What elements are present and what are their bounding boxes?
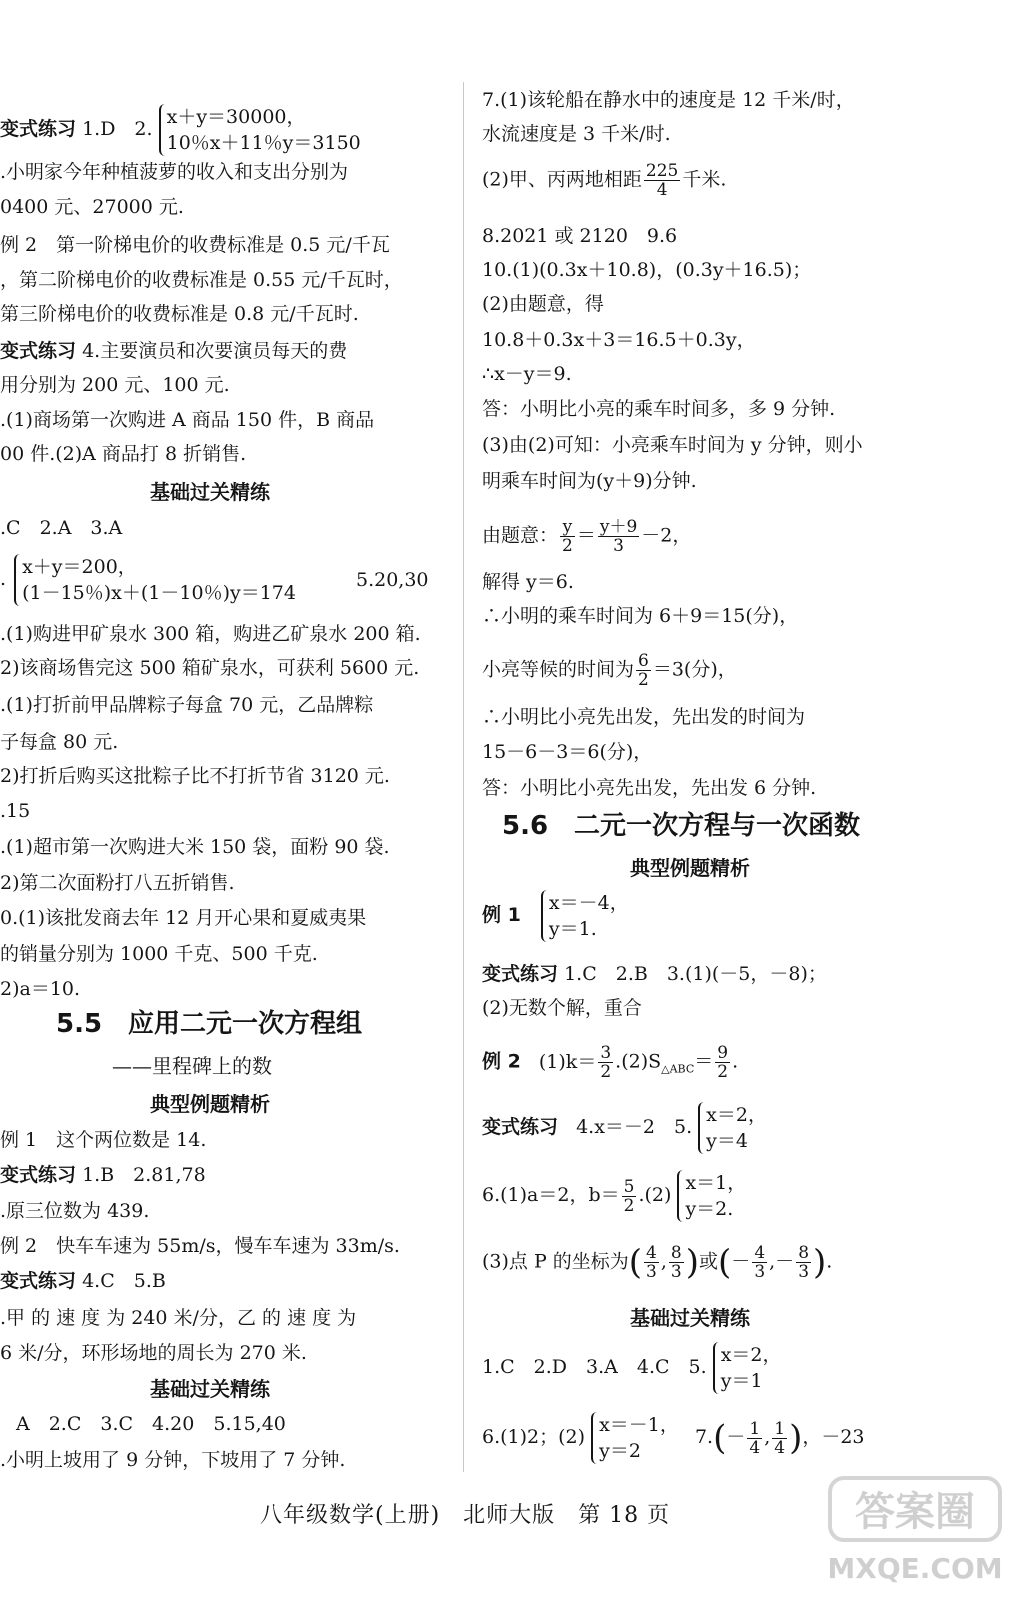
- answer-text: ＝3(分)，: [652, 658, 737, 681]
- numerator: y: [560, 518, 575, 537]
- numerator: 4: [646, 1243, 657, 1263]
- answer-line: (2)无数个解，重合: [482, 997, 642, 1019]
- practice-label: 变式练习: [482, 1116, 559, 1138]
- answer-line: 0400 元、27000 元.: [0, 196, 184, 218]
- answer-line: [0, 1163, 206, 1187]
- numerator: 9: [717, 1043, 729, 1063]
- fraction: [747, 1420, 762, 1457]
- answer-line: [0, 1269, 166, 1293]
- answer-line: 6 米/分，环形场地的周长为 270 米.: [0, 1342, 307, 1364]
- numerator: 4: [754, 1243, 766, 1263]
- answer-line: [482, 1342, 782, 1394]
- answer-text: .: [0, 568, 7, 590]
- answer-text: 或: [699, 1250, 719, 1273]
- answer-line: 2)第二次面粉打八五折销售.: [0, 872, 235, 894]
- fraction: [669, 1244, 684, 1281]
- answer-text: 小亮等候的时间为: [482, 658, 635, 681]
- answer-text: 由题意：: [482, 524, 559, 547]
- equation-system: [159, 104, 361, 156]
- answer-text: 1.C 2.B 3.(1)(－5，－8)；: [564, 963, 827, 985]
- numerator: y＋9: [599, 517, 638, 537]
- answer-text: ,－: [769, 1250, 795, 1273]
- answer-text: 1.B 2.81,78: [82, 1164, 206, 1186]
- equation-system: [713, 1342, 782, 1394]
- answer-text: 千米.: [682, 168, 727, 191]
- answer-line: 15－6－3＝6(分)，: [482, 741, 653, 763]
- answer-text: －: [731, 1250, 751, 1273]
- practice-label: 变式练习: [0, 118, 77, 140]
- fraction: [636, 652, 651, 689]
- fraction: [752, 1244, 767, 1281]
- numerator: 5: [623, 1176, 635, 1197]
- denominator: 4: [749, 1437, 761, 1458]
- answer-text: ,: [660, 1250, 667, 1273]
- denominator: 3: [613, 536, 624, 556]
- answer-text: 4.x＝－2 5.: [576, 1116, 693, 1138]
- equation: x＝－4，: [548, 892, 629, 914]
- column-divider: [463, 82, 464, 1472]
- answer-text: ，－23: [802, 1426, 865, 1448]
- fraction: [715, 1044, 730, 1081]
- equation: x＋y＝200，: [22, 556, 137, 578]
- equation: x＋y＝30000，: [166, 106, 306, 128]
- answer-line: .15: [0, 800, 31, 822]
- section-title: 5.5 应用二元一次方程组: [56, 1009, 363, 1039]
- answer-line: 用分别为 200 元、100 元.: [0, 374, 230, 396]
- answer-line: [482, 518, 691, 555]
- fraction: [796, 1244, 811, 1281]
- answer-line: A 2.C 3.C 4.20 5.15,40: [16, 1413, 286, 1435]
- answer-line: .小明上坡用了 9 分钟，下坡用了 7 分钟.: [0, 1449, 346, 1471]
- denominator: 3: [646, 1262, 657, 1282]
- answer-line: 解得 y＝6.: [482, 571, 574, 593]
- answer-line: [482, 1044, 738, 1081]
- answer-text: 1.D 2.: [82, 118, 153, 140]
- numerator: 225: [645, 161, 679, 181]
- answer-text: .: [732, 1050, 739, 1073]
- answer-text: 6.(1)a＝2，b＝: [482, 1184, 620, 1206]
- equation: 10％x＋11％y＝3150: [166, 132, 361, 154]
- answer-line: 第三阶梯电价的收费标准是 0.8 元/千瓦时.: [0, 303, 359, 325]
- paren: (: [628, 1242, 643, 1283]
- subsection-heading: 典型例题精析: [630, 856, 750, 880]
- equation: y＝4: [706, 1130, 748, 1152]
- answer-line: 水流速度是 3 千米/时.: [482, 123, 671, 145]
- example-label: 例 2: [482, 1050, 521, 1073]
- equation-system: [591, 1412, 679, 1464]
- answer-line: 例 2 快车车速为 55m/s，慢车车速为 33m/s.: [0, 1235, 400, 1257]
- denominator: 3: [798, 1262, 810, 1282]
- equation-system: [677, 1170, 746, 1222]
- answer-text: 4.C 5.B: [82, 1270, 166, 1292]
- paren: (: [713, 1418, 727, 1458]
- answer-text: ＝: [694, 1050, 714, 1073]
- subsection-heading: 基础过关精练: [630, 1306, 750, 1330]
- answer-line: (2)由题意，得: [482, 293, 604, 315]
- numerator: 8: [670, 1243, 682, 1263]
- answer-line: .小明家今年种植菠萝的收入和支出分别为: [0, 161, 349, 183]
- section-title: 5.6 二元一次方程与一次函数: [502, 811, 861, 841]
- equation: y＝1: [720, 1370, 763, 1392]
- answer-line: .C 2.A 3.A: [0, 517, 123, 539]
- denominator: 3: [670, 1262, 682, 1282]
- answer-line: 答：小明比小亮的乘车时间多，多 9 分钟.: [482, 398, 836, 420]
- fraction: [598, 518, 639, 555]
- answer-text: 1.C 2.D 3.A 4.C 5.: [482, 1356, 707, 1378]
- numerator: 3: [600, 1043, 612, 1063]
- answer-text: －2，: [641, 524, 692, 547]
- answer-line: [482, 1244, 832, 1281]
- denominator: 2: [623, 1195, 635, 1216]
- fraction: [772, 1420, 787, 1457]
- equation: x＝－1，: [599, 1414, 679, 1436]
- answer-line: .(1)商场第一次购进 A 商品 150 件，B 商品: [0, 409, 375, 431]
- fraction: [560, 518, 575, 555]
- answer-text: (1)k＝: [538, 1050, 597, 1073]
- denominator: 2: [638, 670, 649, 690]
- answer-line: .(1)打折前甲品牌粽子每盒 70 元，乙品牌粽: [0, 694, 374, 716]
- fraction: [622, 1178, 637, 1215]
- answer-text: 6.(1)2；(2): [482, 1426, 586, 1448]
- answer-line: [0, 104, 361, 156]
- answer-text: .(2): [638, 1184, 672, 1206]
- answer-line: [0, 339, 347, 363]
- equation: x＝2，: [706, 1104, 767, 1126]
- answer-text: (2)甲、丙两地相距: [482, 168, 642, 191]
- practice-label: 变式练习: [0, 1164, 77, 1186]
- watermark-text: 答案圈: [855, 1489, 975, 1535]
- equation: (1－15％)x＋(1－10％)y＝174: [22, 582, 296, 604]
- denominator: 2: [562, 536, 573, 556]
- equation-system: [698, 1102, 767, 1154]
- denominator: 4: [774, 1437, 786, 1458]
- answer-text: .(2)S: [615, 1050, 662, 1073]
- answer-line: [482, 652, 737, 689]
- answer-line: [482, 1170, 746, 1222]
- answer-text: 7.: [694, 1426, 714, 1448]
- answer-line: .(1)购进甲矿泉水 300 箱，购进乙矿泉水 200 箱.: [0, 623, 421, 645]
- answer-line: 10.(1)(0.3x＋10.8)，(0.3y＋16.5)；: [482, 259, 812, 281]
- denominator: 4: [656, 180, 668, 200]
- answer-text: (3)点 P 的坐标为: [482, 1250, 629, 1273]
- denominator: 3: [754, 1262, 766, 1282]
- practice-label: 变式练习: [482, 963, 559, 985]
- answer-line: 10.8＋0.3x＋3＝16.5＋0.3y，: [482, 329, 756, 351]
- answer-line: 00 件.(2)A 商品打 8 折销售.: [0, 443, 247, 465]
- section-subtitle: ——里程碑上的数: [112, 1054, 272, 1078]
- answer-line: [482, 162, 726, 199]
- answer-text: 4.主要演员和次要演员每天的费: [82, 340, 348, 362]
- answer-line: ∴x－y＝9.: [482, 363, 572, 385]
- answer-line: 8.2021 或 2120 9.6: [482, 225, 678, 247]
- answer-line: [482, 1102, 767, 1154]
- answer-line: [482, 1412, 865, 1464]
- denominator: 2: [600, 1062, 612, 1082]
- answer-line: ∴小明的乘车时间为 6＋9＝15(分)，: [482, 605, 799, 627]
- answer-line: ，第二阶梯电价的收费标准是 0.55 元/千瓦时，: [0, 269, 403, 291]
- answer-text: .: [826, 1250, 833, 1273]
- answer-line: 明乘车时间为(y＋9)分钟.: [482, 470, 697, 492]
- watermark-url: MXQE.COM: [827, 1552, 1003, 1585]
- watermark-logo: [820, 1470, 1010, 1590]
- subsection-heading: 基础过关精练: [150, 480, 270, 504]
- subsection-heading: 典型例题精析: [150, 1092, 270, 1116]
- answer-line: .甲 的 速 度 为 240 米/分，乙 的 速 度 为: [0, 1307, 357, 1329]
- equation: x＝1，: [685, 1172, 747, 1194]
- practice-label: 变式练习: [0, 1270, 77, 1292]
- numerator: 6: [638, 651, 649, 671]
- denominator: 2: [717, 1062, 729, 1082]
- answer-line: 的销量分别为 1000 千克、500 千克.: [0, 943, 318, 965]
- paren: ): [813, 1242, 827, 1283]
- page-footer: 八年级数学(上册) 北师大版 第 18 页: [260, 1503, 671, 1528]
- equation-system: [541, 890, 629, 942]
- equation: x＝2，: [720, 1344, 782, 1366]
- paren: ): [789, 1418, 803, 1458]
- subsection-heading: 基础过关精练: [150, 1377, 270, 1401]
- answer-line: 5.20,30: [356, 569, 429, 591]
- answer-line: 2)a＝10.: [0, 978, 81, 1000]
- paren: (: [718, 1242, 732, 1283]
- answer-line: [482, 962, 827, 986]
- paren: ): [685, 1242, 700, 1283]
- numerator: 1: [749, 1418, 761, 1439]
- practice-label: 变式练习: [0, 340, 77, 362]
- answer-line: [0, 554, 296, 606]
- fraction: [644, 1244, 659, 1281]
- numerator: 8: [798, 1243, 810, 1263]
- answer-line: 7.(1)该轮船在静水中的速度是 12 千米/时，: [482, 89, 855, 111]
- answer-line: 子每盒 80 元.: [0, 731, 119, 753]
- equation: y＝2.: [685, 1198, 734, 1220]
- answer-line: .(1)超市第一次购进大米 150 袋，面粉 90 袋.: [0, 836, 390, 858]
- answer-line: ∴小明比小亮先出发，先出发的时间为: [482, 706, 806, 728]
- equation: y＝2: [599, 1440, 641, 1462]
- fraction: [598, 1044, 613, 1081]
- answer-line: 2)打折后购买这批粽子比不打折节省 3120 元.: [0, 765, 390, 787]
- answer-text: ,: [764, 1426, 771, 1448]
- numerator: 1: [774, 1418, 786, 1439]
- answer-line: 2)该商场售完这 500 箱矿泉水，可获利 5600 元.: [0, 657, 420, 679]
- equation: y＝1.: [548, 918, 597, 940]
- answer-line: 例 1 这个两位数是 14.: [0, 1129, 207, 1151]
- answer-text: －: [726, 1426, 746, 1448]
- subscript: △ABC: [661, 1062, 695, 1076]
- answer-line: 例 2 第一阶梯电价的收费标准是 0.5 元/千瓦: [0, 234, 390, 256]
- example-label: 例 1: [482, 904, 521, 926]
- answer-line: 0.(1)该批发商去年 12 月开心果和夏威夷果: [0, 907, 367, 929]
- answer-text: ＝: [576, 524, 596, 547]
- equation-system: [14, 554, 296, 606]
- answer-line: .原三位数为 439.: [0, 1200, 150, 1222]
- answer-line: (3)由(2)可知：小亮乘车时间为 y 分钟，则小: [482, 434, 863, 456]
- answer-line: 答：小明比小亮先出发，先出发 6 分钟.: [482, 777, 817, 799]
- answer-line: [482, 890, 629, 942]
- fraction: [644, 162, 680, 199]
